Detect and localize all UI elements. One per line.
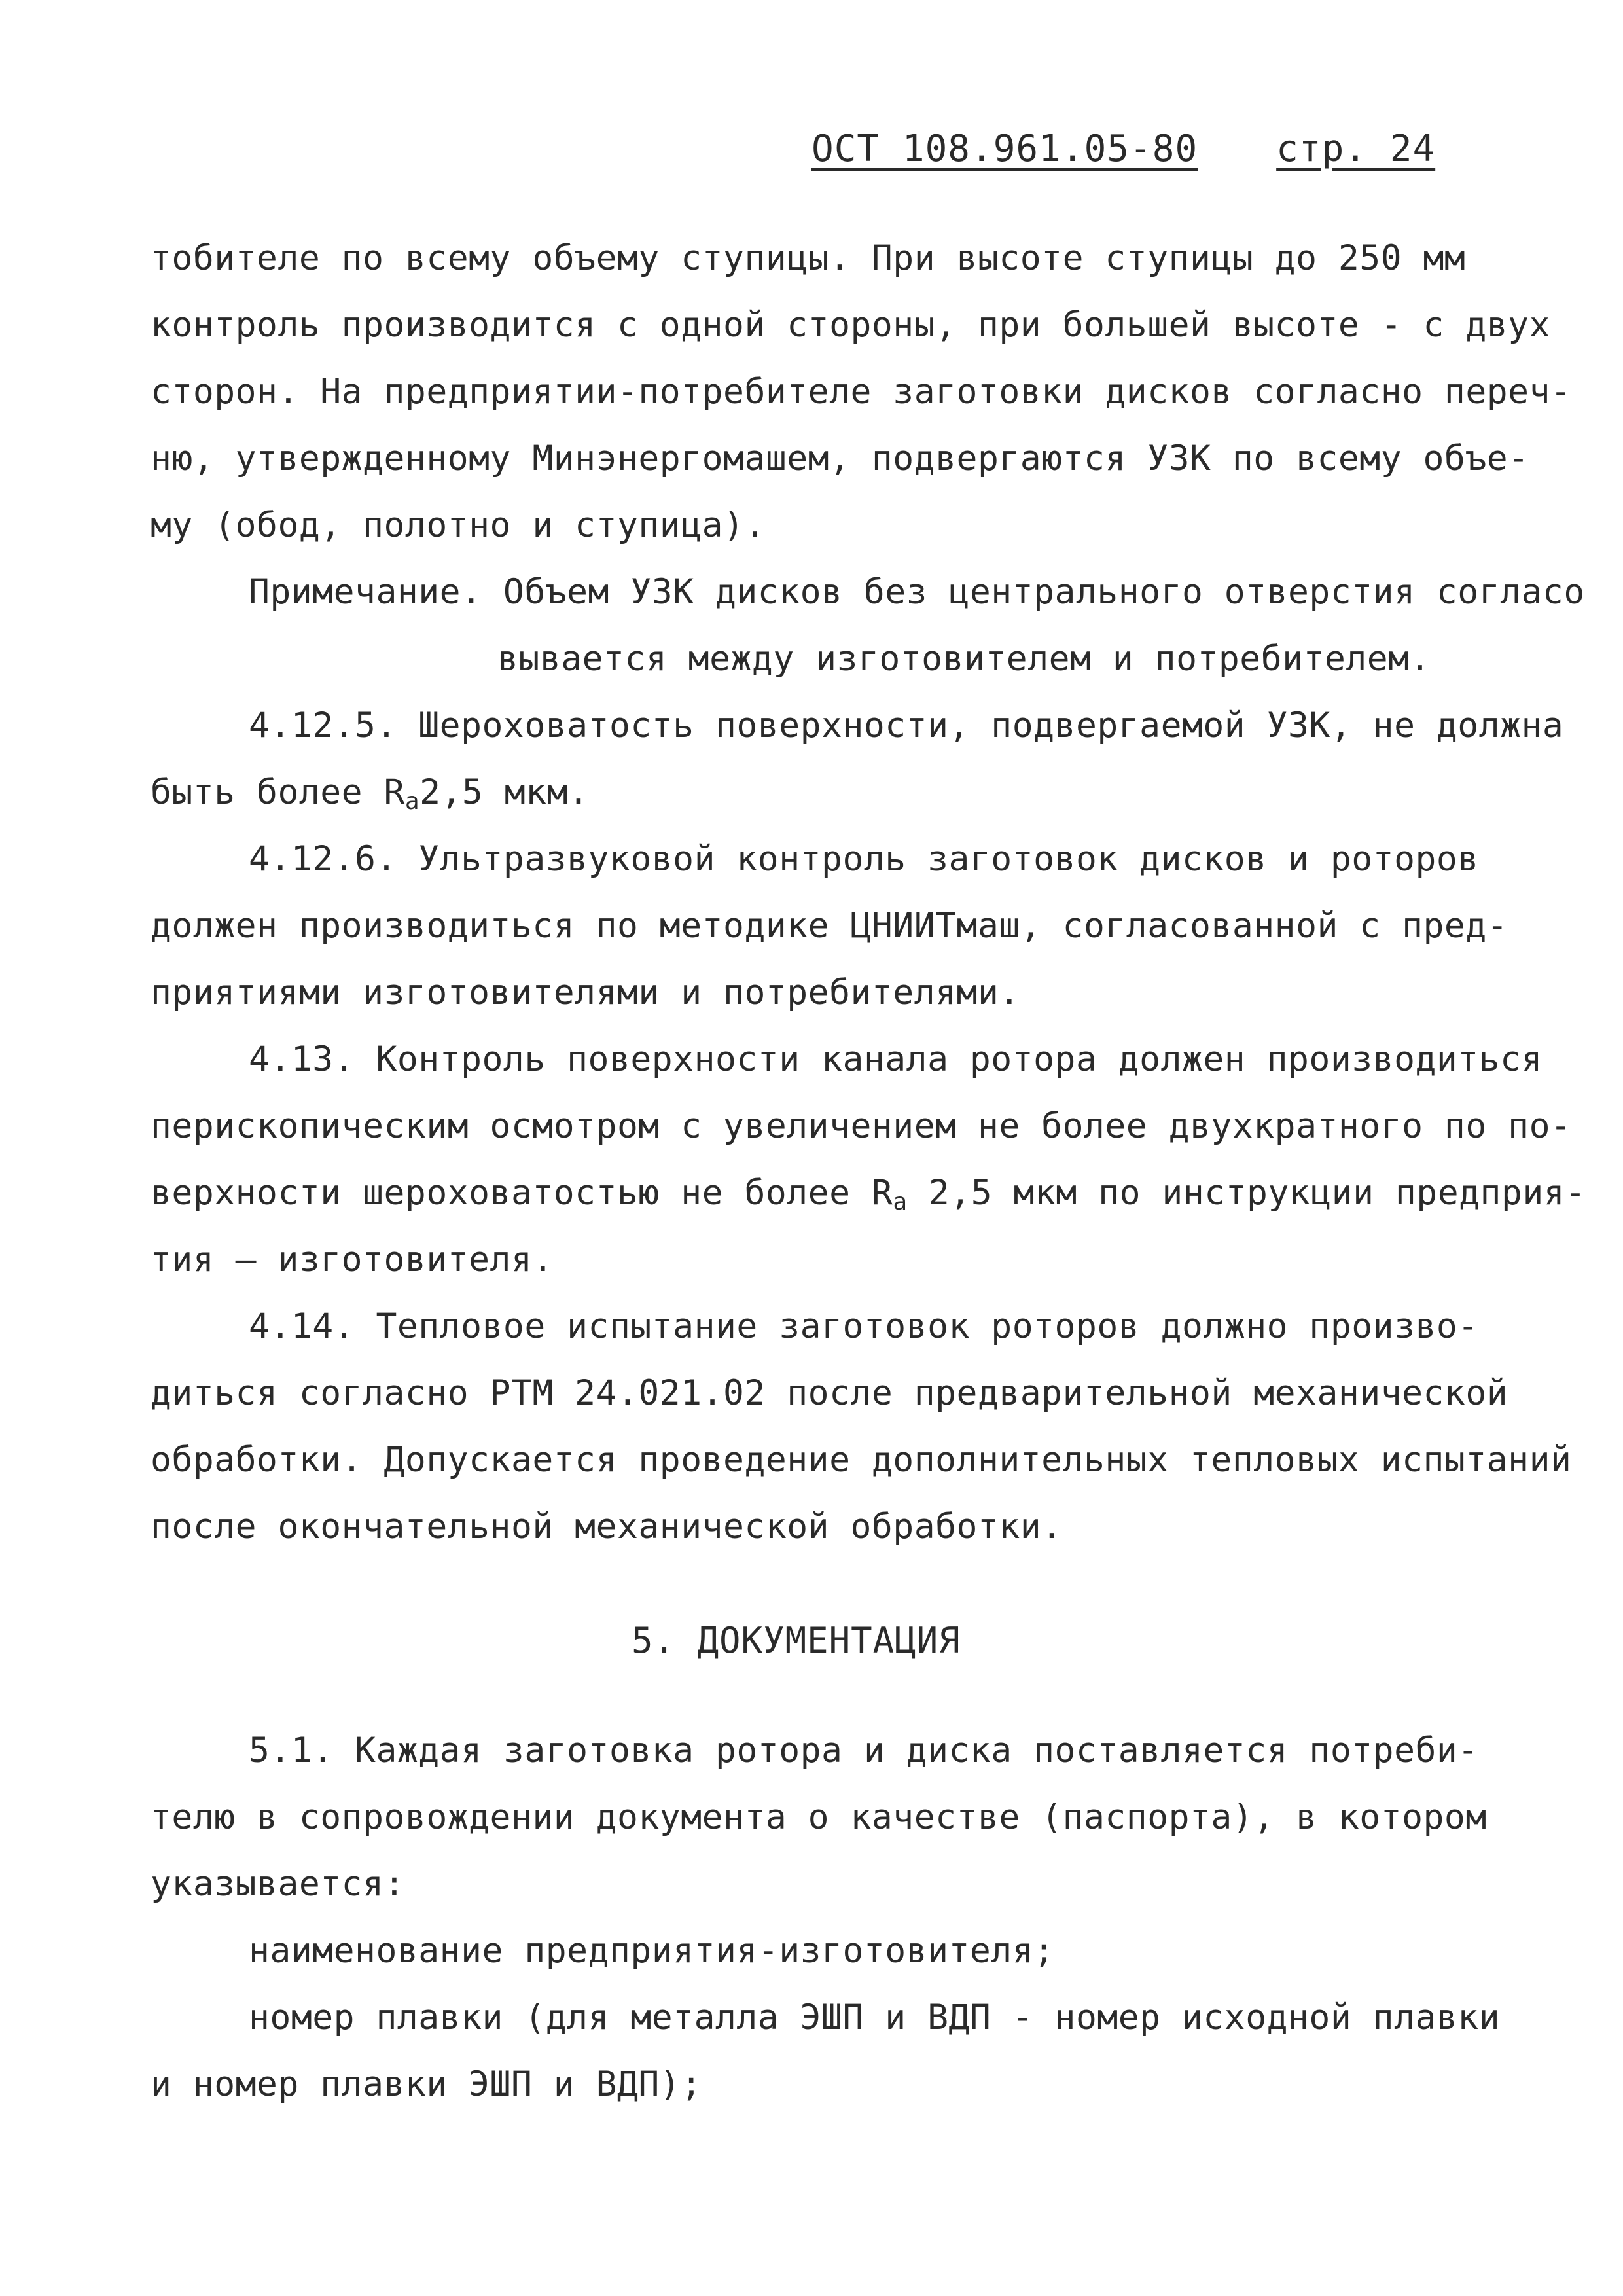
text-line: контроль производится с одной стороны, при большей высоте - с двух xyxy=(151,305,1550,345)
list-item: номер плавки (для металла ЭШП и ВДП - номер исходной плавки xyxy=(249,1998,1501,2037)
text-line: тия — изготовителя. xyxy=(151,1240,554,1280)
clause-5-1: 5.1. Каждая заготовка ротора и диска поставляется потреби- xyxy=(249,1731,1479,1770)
note-line: вывается между изготовителем и потребителем. xyxy=(497,639,1431,679)
page-number: стр. 24 xyxy=(1276,128,1436,170)
clause-4-12-6: 4.12.6. Ультразвуковой контроль заготовок дисков и роторов xyxy=(249,839,1479,879)
text-line: и номер плавки ЭШП и ВДП); xyxy=(151,2064,702,2104)
clause-4-14: 4.14. Тепловое испытание заготовок роторов должно произво- xyxy=(249,1306,1479,1346)
text-line: быть более $R_a2,5$ мкм. xyxy=(151,772,590,815)
text-line: обработки. Допускается проведение дополнительных тепловых испытаний xyxy=(151,1440,1572,1480)
clause-4-12-5: 4.12.5. Шероховатость поверхности, подвергаемой УЗК, не должна xyxy=(249,706,1564,745)
text-line: указывается: xyxy=(151,1864,405,1904)
text-line: диться согласно РТМ 24.021.02 после предварительной механической xyxy=(151,1373,1508,1413)
section-heading: 5. ДОКУМЕНТАЦИЯ xyxy=(632,1620,961,1661)
list-item: наименование предприятия-изготовителя; xyxy=(249,1931,1055,1971)
text-line: ню, утвержденному Минэнергомашем, подвергаются УЗК по всему объе- xyxy=(151,439,1529,478)
text-line: после окончательной механической обработки. xyxy=(151,1507,1063,1547)
clause-4-13: 4.13. Контроль поверхности канала ротора должен производиться xyxy=(249,1039,1543,1079)
text-line: тобителе по всему объему ступицы. При высоте ступицы до 250 мм xyxy=(151,238,1466,278)
text-line: телю в сопровождении документа о качестве (паспорта), в котором xyxy=(151,1797,1487,1837)
note-line: Примечание. Объем УЗК дисков без центрального отверстия согласо xyxy=(249,572,1585,612)
page-header xyxy=(812,128,1435,170)
text-line: сторон. На предприятии-потребителе заготовки дисков согласно переч- xyxy=(151,372,1572,412)
text-line: перископическим осмотром с увеличением не более двухкратного по по- xyxy=(151,1106,1572,1146)
text-line: должен производиться по методике ЦНИИТмаш, согласованной с пред- xyxy=(151,906,1508,946)
standard-number: ОСТ 108.961.05-80 xyxy=(812,128,1198,170)
text-line: му (обод, полотно и ступица). xyxy=(151,505,766,545)
text-line: верхности шероховатостью не более $R_a$ 2,5 мкм по инструкции предприя- xyxy=(151,1173,1586,1215)
text-line: приятиями изготовителями и потребителями. xyxy=(151,973,1020,1013)
